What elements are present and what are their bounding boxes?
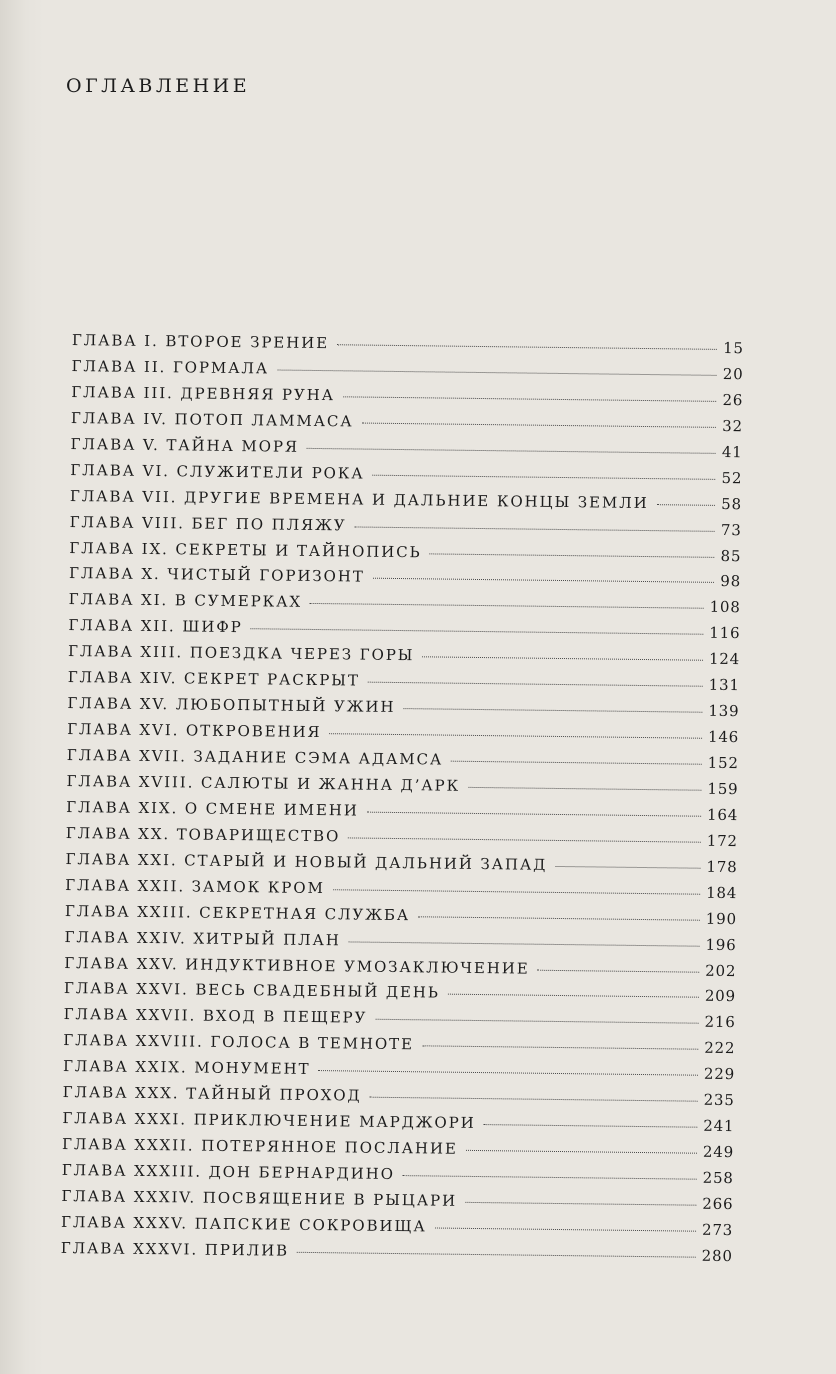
- chapter-title: ГЛАВА XXXVI. ПРИЛИВ: [60, 1238, 290, 1260]
- page-number: 15: [723, 338, 744, 358]
- chapter-title: ГЛАВА VIII. БЕГ ПО ПЛЯЖУ: [69, 512, 347, 534]
- page-number: 196: [705, 935, 737, 954]
- page-number: 280: [701, 1246, 733, 1265]
- chapter-title: ГЛАВА XII. ШИФР: [68, 616, 243, 637]
- chapter-title: ГЛАВА XXV. ИНДУКТИВНОЕ УМОЗАКЛЮЧЕНИЕ: [64, 953, 530, 978]
- page-number: 32: [722, 416, 743, 436]
- page-number: 164: [706, 805, 739, 825]
- page-number: 20: [722, 364, 744, 384]
- page-gutter-shadow: [0, 0, 44, 1374]
- dot-leader: [430, 553, 715, 557]
- chapter-title: ГЛАВА XXIV. ХИТРЫЙ ПЛАН: [64, 927, 341, 949]
- dot-leader: [297, 1252, 696, 1258]
- chapter-title: ГЛАВА XIII. ПОЕЗДКА ЧЕРЕЗ ГОРЫ: [67, 642, 415, 665]
- chapter-title: ГЛАВА XXVIII. ГОЛОСА В ТЕМНОТЕ: [63, 1031, 414, 1054]
- chapter-title: ГЛАВА XIV. СЕКРЕТ РАСКРЫТ: [67, 668, 360, 690]
- dot-leader: [333, 889, 700, 894]
- dot-leader: [373, 474, 716, 479]
- dot-leader: [367, 812, 701, 817]
- chapter-title: ГЛАВА XX. ТОВАРИЩЕСТВО: [65, 823, 341, 846]
- dot-leader: [468, 787, 701, 791]
- dot-leader: [349, 941, 700, 946]
- chapter-title: ГЛАВА IV. ПОТОП ЛАММАСА: [70, 408, 354, 431]
- dot-leader: [435, 1227, 696, 1231]
- chapter-title: ГЛАВА XVII. ЗАДАНИЕ СЭМА АДАМСА: [66, 745, 444, 769]
- page-number: 184: [706, 883, 738, 902]
- page-number: 52: [721, 468, 743, 487]
- dot-leader: [465, 1202, 696, 1206]
- chapter-title: ГЛАВА XVIII. САЛЮТЫ И ЖАННА Д’АРК: [66, 771, 461, 795]
- page-number: 98: [720, 572, 742, 591]
- dot-leader: [418, 916, 700, 920]
- chapter-title: ГЛАВА XXIX. МОНУМЕНТ: [62, 1057, 311, 1079]
- page-number: 124: [708, 650, 741, 669]
- page-number: 266: [702, 1194, 734, 1214]
- chapter-title: ГЛАВА XXVII. ВХОД В ПЕЩЕРУ: [63, 1005, 368, 1028]
- chapter-title: ГЛАВА VII. ДРУГИЕ ВРЕМЕНА И ДАЛЬНИЕ КОНЦЫ ЗЕМЛИ: [69, 486, 649, 512]
- page-number: 73: [720, 520, 742, 539]
- page-number: 152: [707, 753, 739, 773]
- page-number: 159: [707, 779, 739, 799]
- dot-leader: [251, 629, 704, 636]
- page-number: 273: [701, 1220, 734, 1240]
- dot-leader: [362, 422, 717, 427]
- page-number: 41: [721, 442, 743, 461]
- dot-leader: [318, 1070, 698, 1076]
- page-number: 116: [709, 624, 741, 643]
- dot-leader: [307, 448, 716, 454]
- dot-leader: [403, 1175, 697, 1180]
- page-number: 131: [708, 675, 740, 695]
- chapter-title: ГЛАВА X. ЧИСТЫЙ ГОРИЗОНТ: [68, 564, 365, 587]
- chapter-title: ГЛАВА II. ГОРМАЛА: [71, 356, 270, 378]
- dot-leader: [310, 603, 704, 609]
- chapter-title: ГЛАВА XXXI. ПРИКЛЮЧЕНИЕ МАРДЖОРИ: [62, 1109, 476, 1133]
- page-number: 85: [720, 546, 742, 565]
- chapter-title: ГЛАВА XXXV. ПАПСКИЕ СОКРОВИЩА: [61, 1212, 427, 1236]
- page-number: 190: [705, 909, 737, 928]
- page-number: 222: [704, 1039, 736, 1058]
- dot-leader: [422, 1046, 698, 1050]
- dot-leader: [484, 1124, 698, 1128]
- dot-leader: [375, 1019, 698, 1024]
- dot-leader: [538, 969, 700, 972]
- dot-leader: [403, 708, 702, 713]
- page-number: 209: [704, 987, 737, 1006]
- page-number: 58: [721, 494, 743, 513]
- chapter-title: ГЛАВА XXXII. ПОТЕРЯННОЕ ПОСЛАНИЕ: [61, 1135, 458, 1158]
- page-number: 26: [722, 390, 744, 410]
- chapter-title: ГЛАВА XXXIII. ДОН БЕРНАРДИНО: [61, 1160, 395, 1184]
- page-number: 108: [709, 598, 741, 617]
- page-number: 216: [704, 1013, 736, 1032]
- page-number: 258: [702, 1168, 734, 1188]
- chapter-title: ГЛАВА XXX. ТАЙНЫЙ ПРОХОД: [62, 1083, 362, 1105]
- chapter-title: ГЛАВА XI. В СУМЕРКАХ: [68, 590, 303, 612]
- page-number: 229: [703, 1065, 736, 1084]
- page-number: 139: [708, 701, 740, 721]
- dot-leader: [329, 733, 702, 739]
- page-number: 178: [706, 857, 738, 876]
- dot-leader: [422, 657, 703, 661]
- dot-leader: [368, 682, 703, 687]
- chapter-title: ГЛАВА XXVI. ВЕСЬ СВАДЕБНЫЙ ДЕНЬ: [63, 979, 440, 1002]
- dot-leader: [348, 837, 701, 842]
- dot-leader: [277, 369, 717, 375]
- chapter-title: ГЛАВА XXII. ЗАМОК КРОМ: [65, 875, 325, 897]
- chapter-title: ГЛАВА XVI. ОТКРОВЕНИЯ: [67, 720, 322, 742]
- chapter-title: ГЛАВА XV. ЛЮБОПЫТНЫЙ УЖИН: [67, 694, 396, 717]
- page-number: 241: [703, 1116, 735, 1136]
- dot-leader: [451, 761, 702, 765]
- chapter-title: ГЛАВА XXIII. СЕКРЕТНАЯ СЛУЖБА: [64, 901, 411, 924]
- dot-leader: [337, 344, 717, 350]
- table-of-contents: [61, 331, 744, 1273]
- dot-leader: [657, 504, 716, 506]
- chapter-title: ГЛАВА XIX. О СМЕНЕ ИМЕНИ: [66, 797, 359, 820]
- dot-leader: [555, 866, 700, 869]
- chapter-title: ГЛАВА VI. СЛУЖИТЕЛИ РОКА: [70, 460, 365, 483]
- page-title: ОГЛАВЛЕНИЕ: [66, 75, 251, 97]
- dot-leader: [466, 1150, 697, 1154]
- page-number: 146: [707, 727, 740, 747]
- dot-leader: [370, 1097, 698, 1102]
- chapter-title: ГЛАВА XXXIV. ПОСВЯЩЕНИЕ В РЫЦАРИ: [61, 1186, 458, 1210]
- dot-leader: [355, 526, 715, 531]
- dot-leader: [343, 396, 717, 402]
- chapter-title: ГЛАВА V. ТАЙНА МОРЯ: [70, 434, 300, 456]
- chapter-title: ГЛАВА III. ДРЕВНЯЯ РУНА: [71, 382, 336, 405]
- dot-leader: [373, 578, 715, 583]
- page-number: 202: [705, 961, 737, 980]
- page-number: 235: [703, 1090, 735, 1110]
- chapter-title: ГЛАВА XXI. СТАРЫЙ И НОВЫЙ ДАЛЬНИЙ ЗАПАД: [65, 849, 548, 874]
- page-number: 249: [702, 1142, 735, 1162]
- page-number: 172: [706, 831, 738, 850]
- chapter-title: ГЛАВА I. ВТОРОЕ ЗРЕНИЕ: [71, 331, 330, 353]
- chapter-title: ГЛАВА IX. СЕКРЕТЫ И ТАЙНОПИСЬ: [69, 538, 422, 561]
- dot-leader: [448, 994, 699, 998]
